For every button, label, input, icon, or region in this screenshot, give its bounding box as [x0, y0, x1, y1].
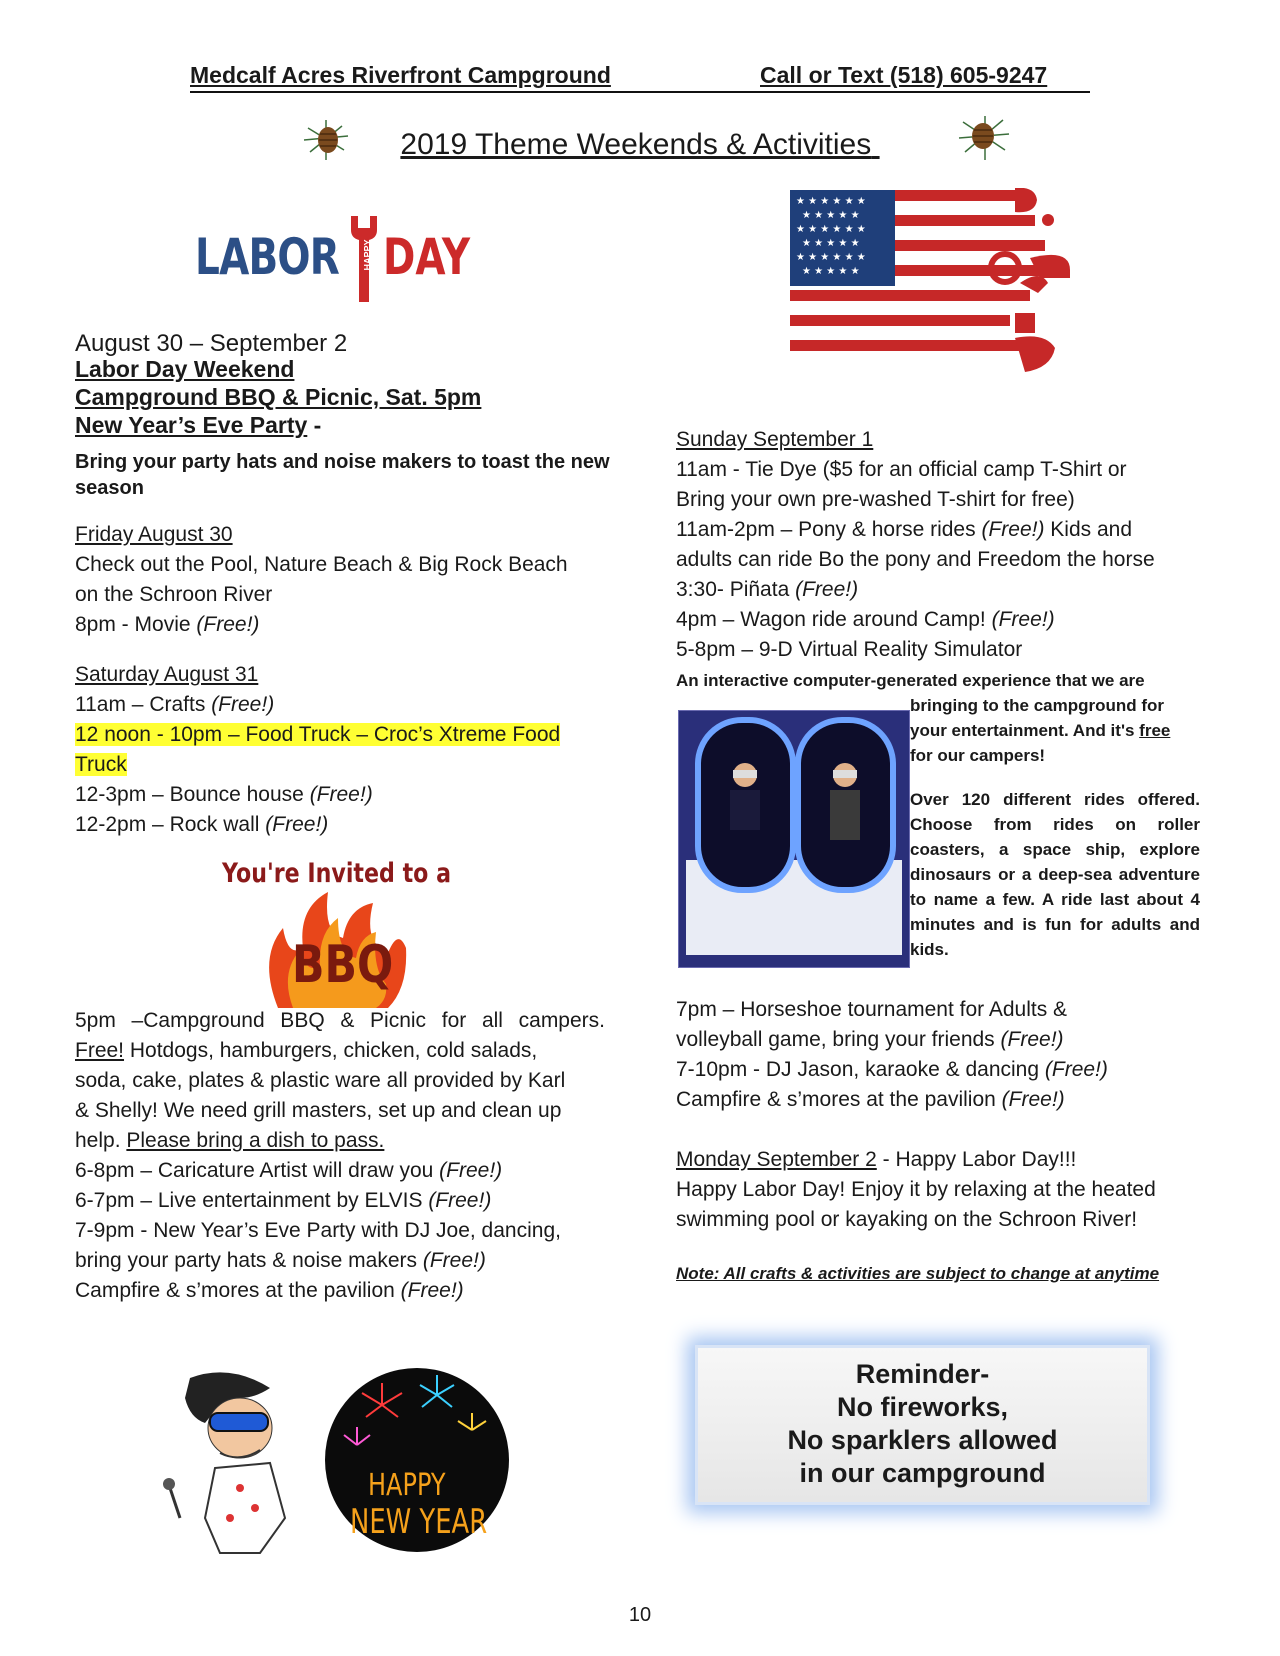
- bbq-paragraph-line: 5pm –Campground BBQ & Picnic for all campers.: [75, 1009, 605, 1032]
- tie-dye-line: 11am - Tie Dye ($5 for an official camp T-Shirt or: [676, 458, 1127, 481]
- campfire-line: Campfire & s’mores at the pavilion (Free!): [676, 1088, 1065, 1111]
- volleyball-line: volleyball game, bring your friends (Free!): [676, 1028, 1064, 1051]
- bbq-paragraph-line: Free! Hotdogs, hamburgers, chicken, cold salads,: [75, 1039, 538, 1062]
- new-year-text: NEW YEAR: [350, 1502, 488, 1542]
- bbq-paragraph-line: soda, cake, plates & plastic ware all provided by Karl: [75, 1069, 566, 1092]
- heading-bbq-picnic: Campground BBQ & Picnic, Sat. 5pm: [75, 384, 482, 410]
- reminder-line: in our campground: [799, 1458, 1046, 1488]
- rock-wall-line: 12-2pm – Rock wall (Free!): [75, 813, 329, 836]
- reminder-line: No sparklers allowed: [787, 1425, 1058, 1455]
- reminder-line: No fireworks,: [836, 1392, 1009, 1422]
- vr-text-line: for our campers!: [910, 746, 1046, 765]
- page-number: 10: [628, 1604, 652, 1626]
- date-range: August 30 – September 2: [75, 330, 348, 357]
- labor-day-logo: LABOR HAPPY DAY: [195, 200, 480, 312]
- campfire-line: Campfire & s’mores at the pavilion (Free!): [75, 1279, 464, 1302]
- svg-text:★ ★ ★ ★ ★ ★: ★ ★ ★ ★ ★ ★: [796, 252, 866, 263]
- dj-line: 7-10pm - DJ Jason, karaoke & dancing (Free!): [676, 1058, 1108, 1081]
- heading-labor-day-weekend: Labor Day Weekend: [75, 356, 295, 382]
- vr-simulator-photo: [678, 710, 910, 968]
- bbq-paragraph-line: help. Please bring a dish to pass.: [75, 1129, 385, 1152]
- page-title: 2019 Theme Weekends & Activities: [400, 128, 872, 161]
- pinecone-icon: [955, 114, 1013, 162]
- header-divider: [190, 91, 1090, 93]
- svg-text:★ ★ ★ ★ ★: ★ ★ ★ ★ ★: [802, 266, 860, 277]
- horseshoe-line-full: 7pm – Horseshoe tournament for Adults &: [676, 998, 1068, 1021]
- caricature-line: 6-8pm – Caricature Artist will draw you (Free!): [75, 1159, 503, 1182]
- pinata-line: 3:30- Piñata (Free!): [676, 578, 859, 601]
- phone-number: Call or Text (518) 605-9247: [760, 62, 1048, 88]
- heading-nye-party: New Year’s Eve Party -: [75, 412, 322, 438]
- party-blurb: Bring your party hats and noise makers to toast the new season: [75, 451, 610, 499]
- bbq-paragraph-line: & Shelly! We need grill masters, set up and clean up: [75, 1099, 562, 1122]
- flag-tools-graphic: [790, 188, 1090, 393]
- svg-text:★ ★ ★ ★ ★: ★ ★ ★ ★ ★: [802, 238, 860, 249]
- tie-dye-line: Bring your own pre-washed T-shirt for free): [676, 488, 1075, 511]
- bbq-invite-text: You're Invited to a: [222, 858, 452, 889]
- vr-text-line: bringing to the campground for: [910, 696, 1165, 715]
- reminder-line: Reminder-: [855, 1359, 990, 1389]
- vr-line: 5-8pm – 9-D Virtual Reality Simulator: [676, 638, 1023, 661]
- friday-line: Check out the Pool, Nature Beach & Big Rock Beach: [75, 553, 568, 576]
- svg-text:★ ★ ★ ★ ★: ★ ★ ★ ★ ★: [802, 210, 860, 221]
- monday-line: Happy Labor Day! Enjoy it by relaxing at the heated: [676, 1178, 1156, 1201]
- elvis-line: 6-7pm – Live entertainment by ELVIS (Free!): [75, 1189, 492, 1212]
- sunday-heading: Sunday September 1: [676, 428, 874, 451]
- friday-line: on the Schroon River: [75, 583, 273, 606]
- bbq-logo-text: BBQ: [292, 935, 394, 995]
- elvis-cartoon: [160, 1368, 320, 1558]
- vr-intro: An interactive computer-generated experience that we are: [676, 671, 1145, 690]
- wagon-line: 4pm – Wagon ride around Camp! (Free!): [676, 608, 1055, 631]
- food-truck-line: 12 noon - 10pm – Food Truck – Croc’s Xtreme Food: [75, 723, 561, 746]
- monday-heading: Monday September 2 - Happy Labor Day!!!: [676, 1148, 1077, 1171]
- nye-line: 7-9pm - New Year’s Eve Party with DJ Joe, dancing,: [75, 1219, 561, 1242]
- svg-text:★ ★ ★ ★ ★ ★: ★ ★ ★ ★ ★ ★: [796, 224, 866, 235]
- svg-text:★ ★ ★ ★ ★ ★: ★ ★ ★ ★ ★ ★: [796, 196, 866, 207]
- vr-text-line: your entertainment. And it's free: [910, 721, 1171, 740]
- saturday-heading: Saturday August 31: [75, 663, 259, 686]
- bounce-line: 12-3pm – Bounce house (Free!): [75, 783, 373, 806]
- vr-description: Over 120 different rides offered. Choose from rides on roller coasters, a space ship, explore dinosaurs or a deep-sea adventure to name a few. A ride last about 4 minutes and is fun for adults and kids.: [910, 790, 1200, 959]
- pony-line: 11am-2pm – Pony & horse rides (Free!) Kids and: [676, 518, 1133, 541]
- pony-line: adults can ride Bo the pony and Freedom the horse: [676, 548, 1155, 571]
- crafts-line: 11am – Crafts (Free!): [75, 693, 275, 716]
- food-truck-line: Truck: [75, 753, 127, 776]
- campground-name: Medcalf Acres Riverfront Campground: [190, 62, 611, 88]
- happy-text: HAPPY: [368, 1468, 446, 1503]
- reminder-box: [695, 1345, 1150, 1505]
- note: Note: All crafts & activities are subject to change at anytime: [676, 1264, 1160, 1283]
- friday-movie: 8pm - Movie (Free!): [75, 613, 260, 636]
- friday-heading: Friday August 30: [75, 523, 233, 546]
- nye-line: bring your party hats & noise makers (Free!): [75, 1249, 486, 1272]
- monday-line: swimming pool or kayaking on the Schroon River!: [676, 1208, 1138, 1231]
